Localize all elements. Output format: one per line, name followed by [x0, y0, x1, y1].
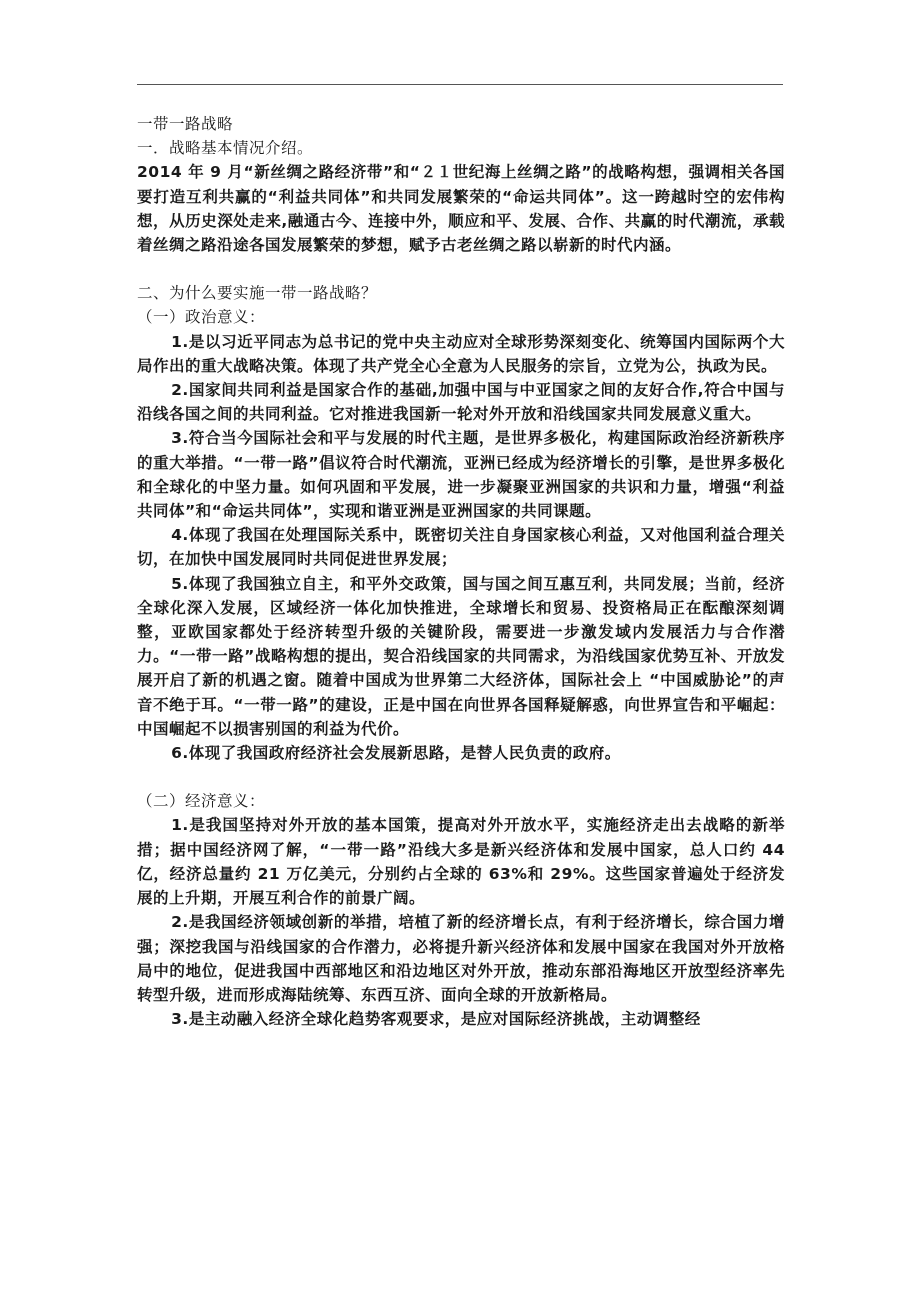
political-heading: （一）政治意义： — [137, 308, 266, 327]
economic-item-2: 2.是我国经济领域创新的举措，培植了新的经济增长点，有利于经济增长，综合国力增强；深挖我国与沿线国家的合作潜力，必将提升新兴经济体和发展中国家在我国对外开放格局中的地位，促进我国中西部地区和沿边地区对外开放，推动东部沿海地区开放型经济率先转型升级，进而形成海陆统筹、东西互济、面向全球的开放新格局。 — [137, 913, 785, 1004]
section-2-heading: 二、为什么要实施一带一路战略？ — [137, 284, 378, 303]
economic-item-1: 1.是我国坚持对外开放的基本国策，提高对外开放水平，实施经济走出去战略的新举措；据中国经济网了解，“一带一路”沿线大多是新兴经济体和发展中国家，总人口约 44 亿，经济总量约 21 万亿美元，分别约占全球的 63%和 29%。这些国家普遍处于经济发展的上升期，开展互利合作的前景广阔。 — [137, 816, 785, 908]
document-body — [137, 112, 785, 1031]
political-item-2: 2.国家间共同利益是国家合作的基础,加强中国与中亚国家之间的友好合作,符合中国与沿线各国之间的共同利益。它对推进我国新一轮对外开放和沿线国家共同发展意义重大。 — [137, 381, 785, 424]
political-item-4: 4.体现了我国在处理国际关系中，既密切关注自身国家核心利益，又对他国利益合理关切，在加快中国发展同时共同促进世界发展； — [137, 526, 785, 569]
paragraph-gap — [137, 257, 785, 281]
political-item-3: 3.符合当今国际社会和平与发展的时代主题，是世界多极化，构建国际政治经济新秩序的重大举措。“一带一路”倡议符合时代潮流，亚洲已经成为经济增长的引擎，是世界多极化和全球化的中坚力量。如何巩固和平发展，进一步凝聚亚洲国家的共识和力量，增强“利益共同体”和“命运共同体”，实现和谐亚洲是亚洲国家的共同课题。 — [137, 429, 785, 521]
header-rule — [137, 84, 783, 85]
political-item-5: 5.体现了我国独立自主，和平外交政策，国与国之间互惠互利，共同发展；当前，经济全球化深入发展，区域经济一体化加快推进，全球增长和贸易、投资格局正在酝酿深刻调整，亚欧国家都处于经济转型升级的关键阶段，需要进一步激发域内发展活力与合作潜力。“一带一路”战略构想的提出，契合沿线国家的共同需求，为沿线国家优势互补、开放发展开启了新的机遇之窗。随着中国成为世界第二大经济体，国际社会上 “中国威胁论”的声音不绝于耳。“一带一路”的建设，正是中国在向世界各国释疑解惑，向世界宣告和平崛起：中国崛起不以损害别国的利益为代价。 — [137, 574, 785, 738]
section-1-heading: 一．战略基本情况介绍。 — [137, 139, 314, 158]
political-item-1: 1.是以习近平同志为总书记的党中央主动应对全球形势深刻变化、统筹国内国际两个大局作出的重大战略决策。体现了共产党全心全意为人民服务的宗旨，立党为公，执政为民。 — [137, 332, 785, 375]
economic-item-3: 3.是主动融入经济全球化趋势客观要求，是应对国际经济挑战，主动调整经 — [171, 1010, 701, 1029]
economic-heading: （二）经济意义： — [137, 792, 266, 811]
document-title: 一带一路战略 — [137, 115, 234, 133]
political-item-6: 6.体现了我国政府经济社会发展新思路，是替人民负责的政府。 — [171, 744, 621, 763]
section-1-body: 2014 年 9 月“新丝绸之路经济带”和“２１世纪海上丝绸之路”的战略构想，强调相关各国要打造互利共赢的“利益共同体”和共同发展繁荣的“命运共同体”。这一跨越时空的宏伟构想，从历史深处走来,融通古今、连接中外，顺应和平、发展、合作、共赢的时代潮流，承载着丝绸之路沿途各国发展繁荣的梦想，赋予古老丝绸之路以崭新的时代内涵。 — [137, 163, 785, 255]
paragraph-gap — [137, 765, 785, 789]
